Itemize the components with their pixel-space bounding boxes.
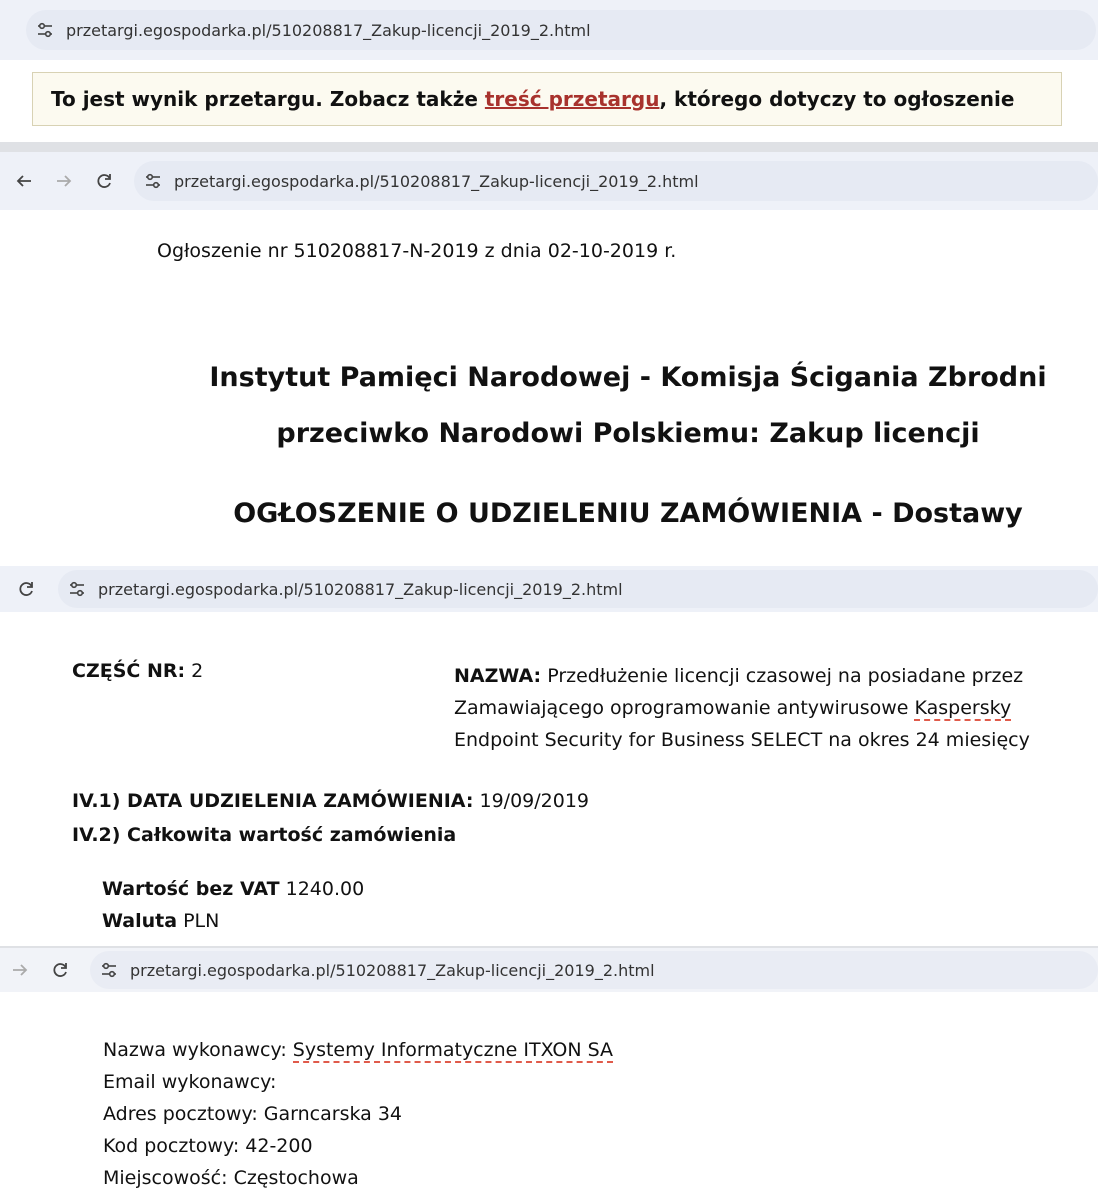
url-text: przetargi.egospodarka.pl/510208817_Zakup-licencji_2019_2.html (98, 579, 623, 599)
notice-subtitle: OGŁOSZENIE O UDZIELENIU ZAMÓWIENIA - Dostawy (233, 498, 1023, 529)
title-line-1: Instytut Pamięci Narodowej - Komisja Ścigania Zbrodni (209, 362, 1047, 393)
contractor-name-value: Systemy Informatyczne ITXON SA (292, 1039, 614, 1061)
city-value: Częstochowa (233, 1167, 359, 1189)
city-row (103, 1162, 613, 1194)
tune-icon[interactable] (64, 576, 90, 602)
postal-address-label: Adres pocztowy: (103, 1103, 264, 1125)
postal-address-row (103, 1098, 613, 1130)
contractor-details (103, 1034, 613, 1194)
name-line-2: Zamawiającego oprogramowanie antywirusowe (454, 697, 915, 719)
name-line-3: Endpoint Security for Business SELECT na okres 24 miesięcy (454, 729, 1030, 751)
back-arrow-icon[interactable] (10, 152, 38, 210)
value-label: Wartość bez VAT (102, 878, 280, 900)
award-date-value: 19/09/2019 (479, 790, 590, 812)
part-value: 2 (191, 660, 204, 682)
part-number (72, 660, 203, 682)
address-bar[interactable] (58, 570, 1098, 608)
announcement-number: Ogłoszenie nr 510208817-N-2019 z dnia 02-10-2019 r. (157, 240, 677, 262)
postal-code-row (103, 1130, 613, 1162)
award-date-label: IV.1) DATA UDZIELENIA ZAMÓWIENIA: (72, 790, 474, 812)
screenshot-panel-2 (0, 152, 1098, 570)
part-name (454, 660, 1094, 756)
tender-content-link[interactable]: treść przetargu (484, 87, 660, 111)
tender-result-notice (32, 72, 1062, 126)
browser-toolbar (0, 566, 1098, 612)
currency-value: PLN (183, 910, 220, 932)
page-title (160, 350, 1096, 462)
url-text: przetargi.egospodarka.pl/510208817_Zakup-licencji_2019_2.html (174, 171, 699, 191)
url-text: przetargi.egospodarka.pl/510208817_Zakup-licencji_2019_2.html (130, 960, 655, 980)
name-label: NAZWA: (454, 665, 542, 687)
reload-icon[interactable] (90, 152, 118, 210)
contractor-name-label: Nazwa wykonawcy: (103, 1039, 293, 1061)
forward-arrow-icon[interactable] (6, 948, 34, 992)
title-line-2: przeciwko Narodowi Polskiemu: Zakup licencji (276, 418, 980, 449)
currency (102, 910, 219, 932)
screenshot-panel-3 (0, 566, 1098, 946)
screenshot-panel-4 (0, 948, 1098, 1200)
tune-icon[interactable] (96, 957, 122, 983)
value-without-vat (102, 878, 364, 900)
postal-address-value: Garncarska 34 (263, 1103, 402, 1125)
award-date (72, 790, 589, 812)
contractor-name-row (103, 1034, 613, 1066)
address-bar[interactable] (90, 951, 1098, 989)
total-value-label: IV.2) Całkowita wartość zamówienia (72, 824, 457, 846)
url-text: przetargi.egospodarka.pl/510208817_Zakup-licencji_2019_2.html (66, 20, 591, 40)
address-bar[interactable] (134, 161, 1098, 201)
total-value-heading (72, 824, 456, 846)
browser-toolbar (0, 152, 1098, 210)
contractor-email-row (103, 1066, 613, 1098)
postal-code-value: 42-200 (245, 1135, 313, 1157)
contractor-email-label: Email wykonawcy: (103, 1071, 277, 1093)
forward-arrow-icon[interactable] (50, 152, 78, 210)
notice-text-before: To jest wynik przetargu. Zobacz także (51, 87, 485, 111)
notice-text-after: , którego dotyczy to ogłoszenie (659, 87, 1015, 111)
city-label: Miejscowość: (103, 1167, 234, 1189)
spellcheck-marked-word: Kaspersky (914, 697, 1012, 719)
address-bar[interactable] (26, 10, 1096, 50)
reload-icon[interactable] (12, 566, 40, 612)
screenshot-panel-1 (0, 0, 1098, 142)
browser-toolbar (0, 0, 1098, 60)
browser-toolbar (0, 948, 1098, 992)
postal-code-label: Kod pocztowy: (103, 1135, 246, 1157)
tune-icon[interactable] (32, 17, 58, 43)
reload-icon[interactable] (46, 948, 74, 992)
tune-icon[interactable] (140, 168, 166, 194)
value-amount: 1240.00 (285, 878, 365, 900)
currency-label: Waluta (102, 910, 178, 932)
name-line-1: Przedłużenie licencji czasowej na posiadane przez (547, 665, 1024, 687)
part-label: CZĘŚĆ NR: (72, 660, 186, 682)
